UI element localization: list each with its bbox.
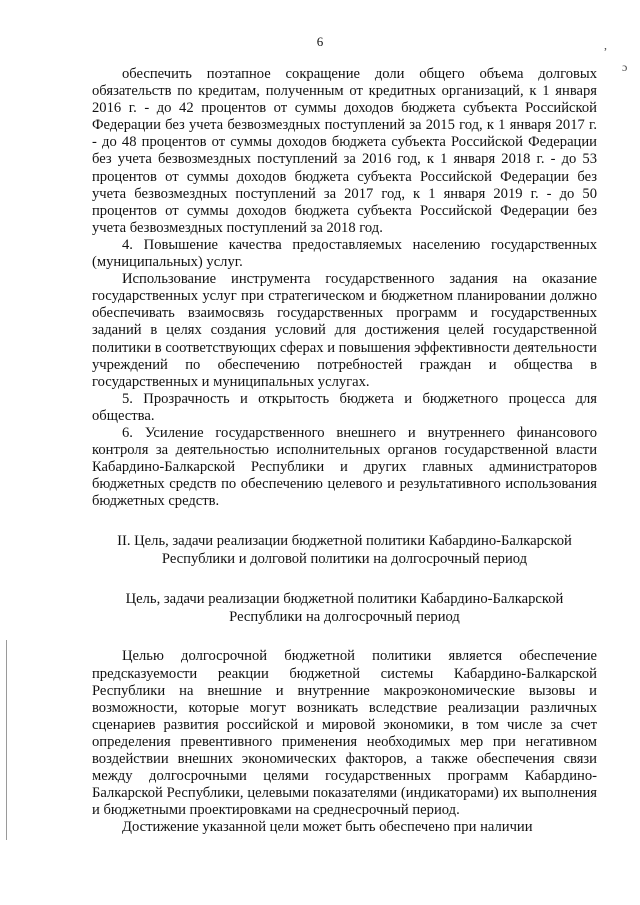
paragraph-state-assignment: Использование инструмента государственного задания на оказание государственных услуг при стратегическом и бюджетном планировании должно обеспечивать взаимосвязь государственных программ и государственных заданий в целях создания условий для достижения целей государственной политики в соответствующих сферах и повышения эффективности деятельности учреждений по обеспечению потребностей граждан и общества в государственных и муниципальных услугах. — [92, 271, 597, 390]
paragraph-item-6: 6. Усиление государственного внешнего и внутреннего финансового контроля за деятельностью исполнительных органов государственной власти Кабардино-Балкарской Республики и других главных администраторов бюджетных средств по обеспечению целевого и результативного использования бюджетных средств. — [92, 424, 597, 510]
paragraph-item-4: 4. Повышение качества предоставляемых населению государственных (муниципальных) услуг. — [92, 236, 597, 271]
paragraph-achievement: Достижение указанной цели может быть обеспечено при наличии — [122, 819, 533, 836]
sub-heading-line-1: Цель, задачи реализации бюджетной политики Кабардино-Балкарской — [125, 591, 564, 608]
margin-mark-top: , — [604, 38, 607, 52]
section-heading-line-1: II. Цель, задачи реализации бюджетной политики Кабардино-Балкарской — [117, 533, 572, 550]
paragraph-debt-reduction: обеспечить поэтапное сокращение доли общего объема долговых обязательств по кредитам, полученным от кредитных организаций, к 1 января 2016 г. - до 42 процентов от суммы доходов бюджета субъекта Российской Федерации без учета безвозмездных поступлений за 2015 год, к 1 января 2017 г. - до 48 процентов от суммы доходов бюджета субъекта Российской Федерации без учета безвозмездных поступлений за 2016 год, к 1 января 2018 г. - до 53 процентов от суммы доходов бюджета субъекта Российской Федерации без учета безвозмездных поступлений за 2017 год, к 1 января 2019 г. - до 50 процентов от суммы доходов бюджета субъекта Российской Федерации без учета безвозмездных поступлений за 2018 год. — [92, 66, 597, 236]
paragraph-item-5: 5. Прозрачность и открытость бюджета и бюджетного процесса для общества. — [92, 390, 597, 424]
margin-mark-side: ɔ — [622, 60, 628, 74]
section-heading — [92, 532, 597, 568]
document-body — [92, 66, 597, 836]
paragraph-goal: Целью долгосрочной бюджетной политики является обеспечение предсказуемости реакции бюджетной системы Кабардино-Балкарской Республики на внешние и внутренние макроэкономические вызовы и возможности, которые могут возникать вследствие реализации различных сценариев развития российской и мировой экономики, в том числе за счет определения превентивного применения необходимых мер при негативном воздействии внешних экономических факторов, а также обеспечения связи между долгосрочными целями государственных программ Кабардино-Балкарской Республики, целевыми показателями (индикаторами) их выполнения и бюджетными проектировками на среднесрочный период. — [92, 648, 597, 819]
page-number: 6 — [316, 34, 324, 49]
section-heading-line-2: Республики и долговой политики на долгосрочный период — [161, 551, 528, 568]
scan-edge-line — [6, 640, 7, 840]
sub-heading — [92, 590, 597, 626]
sub-heading-line-2: Республики на долгосрочный период — [229, 609, 460, 626]
